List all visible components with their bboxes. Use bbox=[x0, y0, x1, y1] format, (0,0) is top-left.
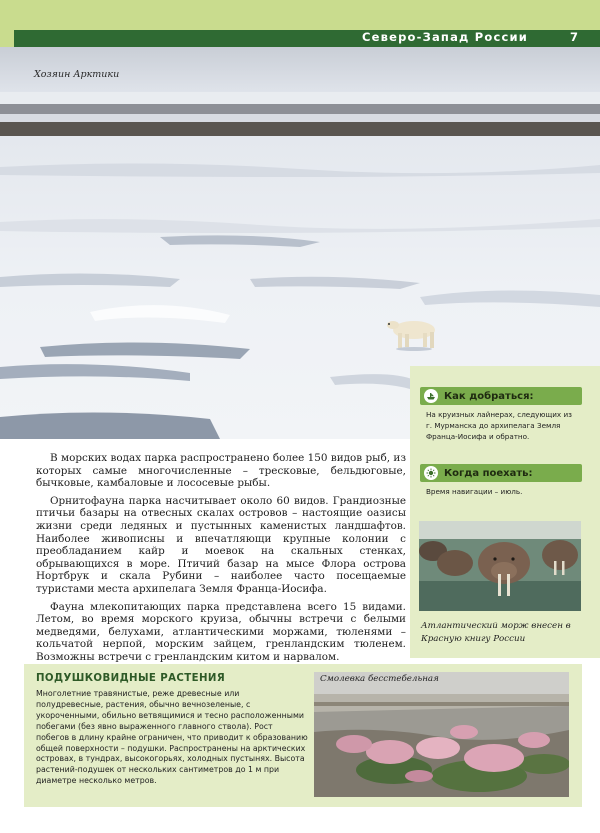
walrus-caption: Атлантический морж внесен в Красную книгу России bbox=[421, 621, 571, 644]
when-to-go-text: Время навигации – июль. bbox=[426, 487, 523, 496]
photo-caption: Хозяин Арктики bbox=[34, 69, 120, 80]
walrus-photo bbox=[419, 521, 581, 611]
how-to-get-header bbox=[420, 387, 582, 405]
how-to-get-text: На круизных лайнерах, следующих из г. Мурманска до архипелага Земля Франца-Иосифа и обратно. bbox=[426, 410, 572, 441]
paragraph-fish: В морских водах парка распространено более 150 видов рыб, из которых самые многочисленные – тресковые, бельдюговые, бычковые, камбаловые и лососевые рыбы. bbox=[36, 452, 406, 490]
paragraph-mammals: Фауна млекопитающих парка представлена всего 15 видами. Летом, во время морского круиза, обычны встречи с белыми медведями, белухами, атлантическими моржами, тюленями – кольчатой нерпой, морским зайцем, гренландским тюленем. Возможны встречи с гренландским китом и нарвалом. bbox=[36, 600, 406, 663]
page-number: 7 bbox=[569, 30, 578, 44]
cushion-plants-title: ПОДУШКОВИДНЫЕ РАСТЕНИЯ bbox=[36, 673, 226, 684]
when-to-go-label: Когда поехать: bbox=[444, 467, 533, 479]
sun-icon bbox=[424, 466, 438, 480]
when-to-go-header bbox=[420, 464, 582, 482]
when-to-go-box bbox=[420, 464, 582, 497]
how-to-get-label: Как добраться: bbox=[444, 390, 534, 402]
ship-icon bbox=[424, 389, 438, 403]
paragraph-birds: Орнитофауна парка насчитывает около 60 видов. Грандиозные птичьи базары на отвесных скалах островов – настоящие оазисы жизни среди ледяных и пустынных каменистых ландшафтов. Наиболее живописны и впечатляющи крупные колонии с преобладанием кайр и моевок на скальных стенках, обрывающихся в море. Птичий базар на мысе Флора острова Нортбрук и скала Рубини – наиболее часто посещаемые туристами места архипелага Земля Франца-Иосифа. bbox=[36, 494, 406, 595]
how-to-get-box bbox=[420, 387, 582, 442]
moss-campion-photo bbox=[314, 672, 569, 797]
cushion-plants-text: Многолетние травянистые, реже древесные или полудревесные, растения, обычно вечнозеленые, с укороченными, обильно ветвящимися и тесно расположенными побегами (без явно выраженного главного ствола). Рост побегов в длину крайне ограничен, что приводит к образованию общей поверхности – подушки. Распространены на арктических островах, в тундрах, высокогорьях, холодных пустынях. Высота растений-подушек от нескольких сантиметров до 1 м при диаметре несколько метров. bbox=[36, 689, 308, 786]
section-title: Северо-Запад России bbox=[361, 30, 528, 44]
moss-campion-label: Смолевка бесстебельная bbox=[320, 674, 439, 684]
article-body bbox=[36, 452, 406, 669]
